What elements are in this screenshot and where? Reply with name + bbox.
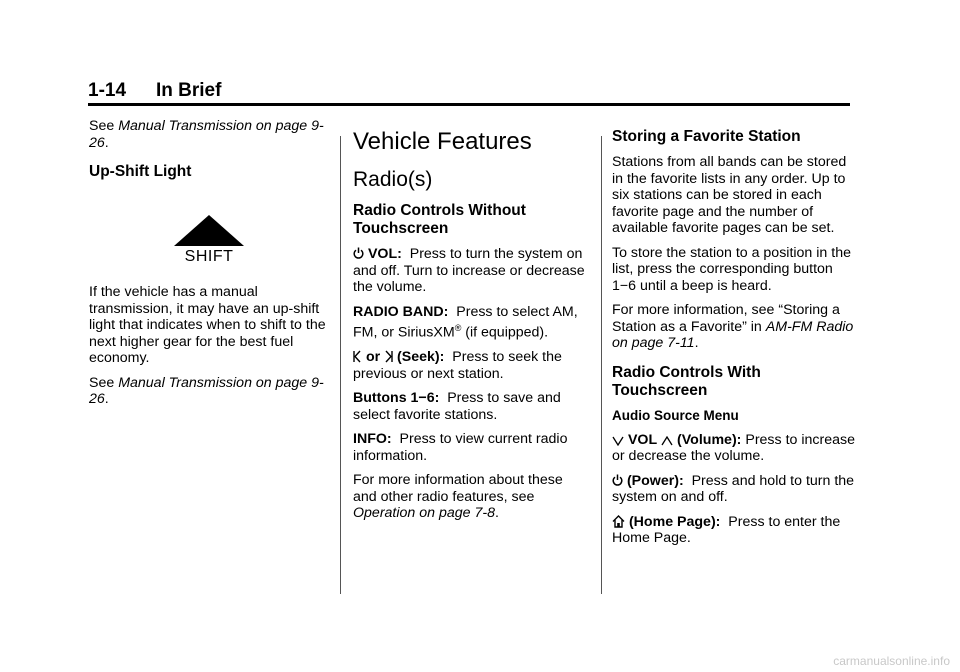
seek-label: (Seek): <box>397 349 445 366</box>
info-entry <box>353 431 588 464</box>
power-icon <box>353 247 364 260</box>
registered-mark: ® <box>454 323 462 333</box>
home-icon <box>612 515 625 528</box>
power-text: Press and hold to turn the system on and off. <box>612 472 855 505</box>
cross-reference-link[interactable]: Manual Transmission on page 9-26 <box>89 118 324 151</box>
seek-previous-icon <box>353 350 362 363</box>
see-manual-transmission-ref: See Manual Transmission on page 9-26. <box>89 118 324 151</box>
home-page-text: Press to enter the Home Page. <box>612 513 841 546</box>
favorite-paragraph-1: Stations from all bands can be stored in the favorite lists in any order. Up to six stations can be stored in each favorite page and the number of available favorite pages can be set. <box>612 154 847 236</box>
shift-icon-label: SHIFT <box>184 248 234 265</box>
vol-entry <box>353 246 588 296</box>
radio-band-entry: RADIO BAND: Press to select AM, FM, or SiriusXM® (if equipped). <box>353 303 578 341</box>
more-info-entry: For more information about these and other radio features, see Operation on page 7-8. <box>353 472 563 522</box>
cross-reference-link[interactable]: AM-FM Radio on page 7-11 <box>612 318 854 351</box>
upshift-light-icon <box>164 215 254 266</box>
header-rule <box>88 103 850 106</box>
column-divider <box>340 136 341 594</box>
power-entry <box>612 473 857 506</box>
section-title: In Brief <box>156 80 222 101</box>
see-manual-transmission-ref-2: See Manual Transmission on page 9-26. <box>89 374 324 407</box>
page-number: 1-14 <box>88 80 127 101</box>
upshift-triangle-icon <box>174 215 244 247</box>
volume-up-chevron-icon <box>661 436 673 446</box>
favorite-paragraph-2: To store the station to a position in the list, press the corresponding button 1−6 until a beep is heard. <box>612 244 851 294</box>
page-header <box>88 80 221 102</box>
radios-title: Radio(s) <box>353 168 433 191</box>
storing-favorite-station-heading: Storing a Favorite Station <box>612 128 801 145</box>
radio-band-text: Press to select AM, FM, or SiriusXM <box>353 303 578 341</box>
vol-text: Press to turn the system on and off. Turn to increase or decrease the volume. <box>353 246 585 295</box>
home-page-entry <box>612 514 857 547</box>
power-label: (Power): <box>626 472 684 489</box>
column-left <box>89 118 329 416</box>
seek-next-icon <box>384 350 393 363</box>
home-page-label: (Home Page): <box>628 513 721 530</box>
radio-controls-without-touchscreen-heading: Radio Controls Without Touchscreen <box>353 202 526 237</box>
cross-reference-link[interactable]: Manual Transmission on page 9-26 <box>89 374 324 407</box>
vehicle-features-title: Vehicle Features <box>353 128 532 155</box>
volume-entry: VOL (Volume): Press to increase or decrease the volume. <box>612 431 855 464</box>
buttons-text: Press to save and select favorite stations. <box>353 390 561 423</box>
power-icon <box>612 474 623 487</box>
audio-source-menu-heading: Audio Source Menu <box>612 407 739 423</box>
volume-down-chevron-icon <box>612 436 624 446</box>
column-divider <box>601 136 602 594</box>
radio-controls-with-touchscreen-heading: Radio Controls With Touchscreen <box>612 363 761 399</box>
site-watermark: carmanualsonline.info <box>833 654 950 668</box>
radio-band-label: RADIO BAND: <box>353 303 449 320</box>
buttons-label: Buttons 1−6: <box>353 390 440 407</box>
volume-label: (Volume): <box>677 431 742 448</box>
seek-entry: or (Seek): Press to seek the previous or next station. <box>353 349 562 382</box>
column-right <box>612 118 857 555</box>
favorite-paragraph-3: For more information, see “Storing a Station as a Favorite” in AM-FM Radio on page 7-11. <box>612 302 854 351</box>
info-text: Press to view current radio information. <box>353 431 568 464</box>
buttons-entry <box>353 390 588 423</box>
upshift-description: If the vehicle has a manual transmission, it may have an up-shift light that indicates when to shift to the next higher gear for the best fuel economy. <box>89 284 326 366</box>
info-label: INFO: <box>353 431 392 448</box>
volume-text: Press to increase or decrease the volume. <box>612 431 855 464</box>
vol-label: VOL: <box>367 246 402 262</box>
column-middle <box>353 118 588 530</box>
cross-reference-link[interactable]: Operation on page 7-8 <box>353 505 495 522</box>
upshift-light-heading: Up-Shift Light <box>89 163 192 180</box>
seek-text: Press to seek the previous or next station. <box>353 349 562 382</box>
